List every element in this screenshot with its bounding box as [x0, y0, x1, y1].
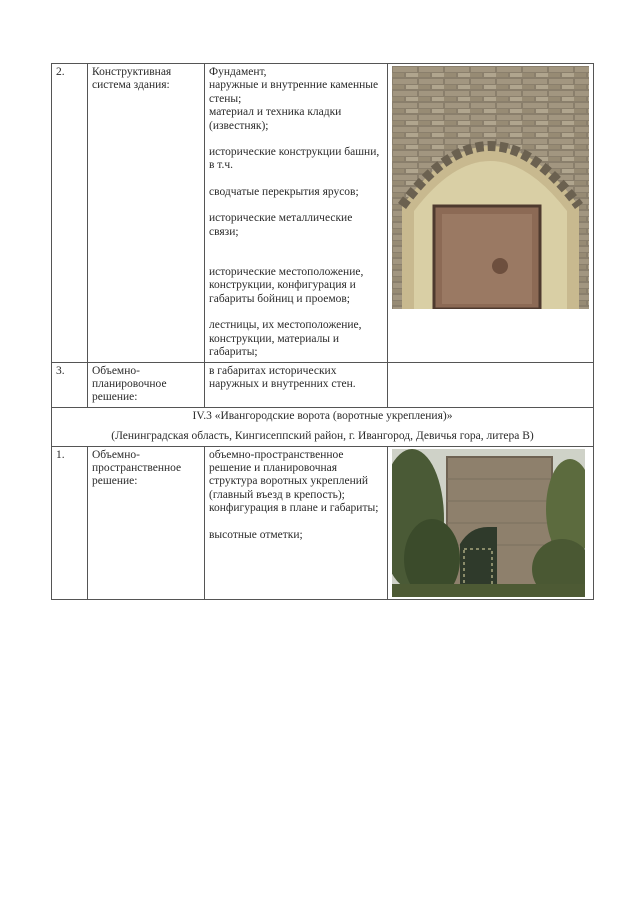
- section-heading: [52, 407, 594, 446]
- item-text: конфигурация в плане и габариты;: [209, 502, 379, 515]
- item-text: исторические конструкции башни, в т.ч.: [209, 146, 380, 172]
- row-items: [205, 64, 388, 363]
- arched-niche-image: [392, 66, 589, 309]
- gate-tower-photo: [392, 449, 585, 597]
- item-text: лестницы, их местоположение, конструкции, материалы и габариты;: [209, 319, 362, 359]
- empty-cell: [388, 362, 594, 407]
- item-text: сводчатые перекрытия ярусов;: [209, 185, 359, 198]
- table-row-3: [52, 362, 594, 407]
- row-number: 3.: [52, 362, 88, 407]
- item-text: Фундамент,: [209, 66, 267, 78]
- row-items: [205, 446, 388, 599]
- item-text: исторические местоположение, конструкции, конфигурация и габариты бойниц и проемов;: [209, 266, 364, 305]
- table-row-1: [52, 446, 594, 599]
- photo-cell: [388, 64, 594, 363]
- row-label: Объемно-планировочное решение:: [88, 362, 205, 407]
- item-text: высотные отметки;: [209, 528, 303, 541]
- row-items: [205, 362, 388, 407]
- table-row-2: [52, 64, 594, 363]
- section-title: IV.3 «Ивангородские ворота (воротные укрепления)»: [192, 409, 453, 422]
- item-text: в габаритах исторических наружных и внутренних стен.: [209, 364, 356, 390]
- item-text: объемно-пространственное решение и планировочная структура воротных укреплений (главный въезд в крепость);: [209, 448, 369, 501]
- photo-cell: [388, 446, 594, 599]
- section-heading-row: [52, 407, 594, 446]
- item-text: наружные и внутренние каменные стены;: [209, 79, 379, 105]
- row-number: 2.: [52, 64, 88, 363]
- item-text: материал и техника кладки (известняк);: [209, 106, 342, 132]
- arched-niche-photo: [392, 66, 589, 309]
- item-text: исторические металлические связи;: [209, 212, 353, 238]
- row-number: 1.: [52, 446, 88, 599]
- monument-table: [51, 63, 594, 600]
- row-label: Объемно-пространственное решение:: [88, 446, 205, 599]
- section-subtitle: (Ленинградская область, Кингисеппский район, г. Ивангород, Девичья гора, литера В): [111, 430, 534, 443]
- row-label: Конструктивная система здания:: [88, 64, 205, 363]
- gate-tower-image: [392, 449, 585, 597]
